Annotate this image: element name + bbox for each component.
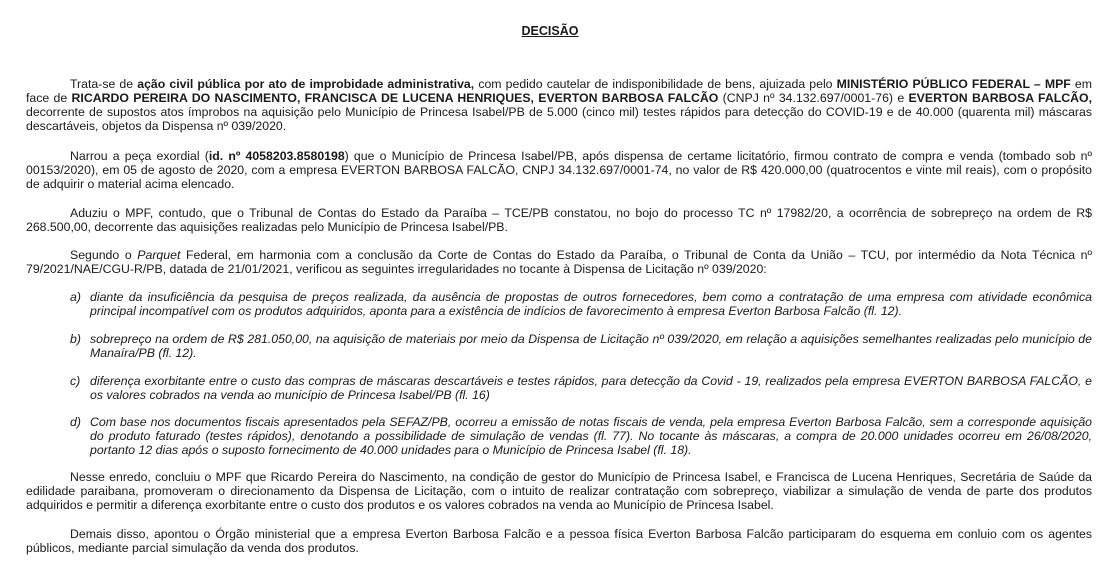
item-marker: a) bbox=[70, 290, 81, 304]
paragraph-tce-finding: Aduziu o MPF, contudo, que o Tribunal de Contas do Estado da Paraíba – TCE/PB constatou, no bojo do processo TC nº 17982/20, a ocorrência de sobrepreço na ordem de R$ 268.500,00, decorrente das aquisições realizadas pelo Município de Princesa Isabel/PB. bbox=[26, 206, 1092, 234]
paragraph-collusion: Demais disso, apontou o Órgão ministerial que a empresa Everton Barbosa Falcão e a pessoa física Everton Barbosa Falcão participaram do esquema em conluio com os agentes públicos, mediante parcial simulação da venda dos produtos. bbox=[26, 527, 1092, 555]
item-marker: b) bbox=[70, 332, 81, 346]
irregularity-item bbox=[70, 415, 1092, 457]
text-run: em face de bbox=[26, 77, 1092, 105]
text-run: Narrou a peça exordial ( bbox=[70, 149, 209, 163]
document-heading: DECISÃO bbox=[521, 24, 579, 38]
bold-run: ação civil pública por ato de improbidade administrativa, bbox=[137, 77, 475, 91]
paragraph-tcu-irregularities bbox=[26, 248, 1092, 276]
italic-run: Parquet bbox=[137, 248, 181, 262]
item-marker: c) bbox=[70, 374, 81, 388]
paragraph-initial-petition bbox=[26, 149, 1092, 191]
bold-run: id. nº 4058203.8580198 bbox=[208, 149, 345, 163]
bold-run: RICARDO PEREIRA DO NASCIMENTO, FRANCISCA DE LUCENA HENRIQUES, EVERTON BARBOSA FALCÃO bbox=[71, 91, 719, 105]
text-run: ) que o Município de Princesa Isabel/PB, após dispensa de certame licitatório, firmou contrato de compra e venda (tombado sob nº 00153/2020), em 05 de agosto de 2020, com a empresa EVERTON BARBOSA FALCÃO, CNPJ 34.132.697/0001-74, no valor de R$ 420.000,00 (quatrocentos e vinte mil reais), com o propósito de adquirir o material acima elencado. bbox=[26, 149, 1092, 191]
item-text: diante da insuficiência da pesquisa de preços realizada, da ausência de propostas de outros fornecedores, bem como a contratação de uma empresa com atividade econômica principal incompatível com os produtos adquiridos, aponta para a existência de indícios de favorecimento à empresa Everton Barbosa Falcão (fl. 12). bbox=[90, 290, 1092, 318]
text-run: com pedido cautelar de indisponibilidade de bens, ajuizada pelo bbox=[474, 77, 837, 91]
text-run: Federal, em harmonia com a conclusão da Corte de Contas do Estado da Paraíba, o Tribunal de Conta da União – TCU, por intermédio da Nota Técnica nº 79/2021/NAE/CGU-R/PB, datada de 21/01/2021, verificou as seguintes irregularidades no tocante à Dispensa de Licitação nº 039/2020: bbox=[26, 248, 1092, 276]
bold-run: EVERTON BARBOSA FALCÃO, bbox=[908, 91, 1092, 105]
irregularity-item bbox=[70, 290, 1092, 318]
text-run: Trata-se de bbox=[70, 77, 138, 91]
irregularity-item bbox=[70, 332, 1092, 360]
item-text: Com base nos documentos fiscais apresentados pela SEFAZ/PB, ocorreu a emissão de notas fiscais de venda, pela empresa Everton Barbosa Falcão, sem a corresponde aquisição do produto faturado (testes rápidos), denotando a possibilidade de simulação de vendas (fl. 77). No tocante às máscaras, a compra de 20.000 unidades ocorreu em 26/08/2020, portanto 12 dias após o suposto fornecimento de 40.000 unidades para o Município de Princesa Isabel (fl. 18). bbox=[90, 415, 1092, 457]
paragraph-action-summary bbox=[26, 77, 1092, 133]
text-run: decorrente de supostos atos ímprobos na aquisição pelo Município de Princesa Isabel/PB de 5.000 (cinco mil) testes rápidos para detecção do COVID-19 e de 40.000 (quarenta mil) máscaras descartáveis, objetos da Dispensa nº 039/2020. bbox=[26, 105, 1092, 133]
item-text: diferença exorbitante entre o custo das compras de máscaras descartáveis e testes rápidos, para detecção da Covid - 19, realizados pela empresa EVERTON BARBOSA FALCÃO, e os valores cobrados na venda ao município de Princesa Isabel/PB (fl. 16) bbox=[90, 374, 1092, 402]
item-text: sobrepreço na ordem de R$ 281.050,00, na aquisição de materiais por meio da Dispensa de Licitação nº 039/2020, em relação a aquisições semelhantes realizadas pelo município de Manaíra/PB (fl. 12). bbox=[90, 332, 1092, 360]
text-run: (CNPJ nº 34.132.697/0001-76) e bbox=[718, 91, 909, 105]
item-marker: d) bbox=[70, 415, 81, 429]
irregularity-item bbox=[70, 374, 1092, 402]
text-run: Segundo o bbox=[70, 248, 138, 262]
paragraph-mpf-conclusion: Nesse enredo, concluiu o MPF que Ricardo Pereira do Nascimento, na condição de gestor do Município de Princesa Isabel, e Francisca de Lucena Henriques, Secretária de Saúde da edilidade paraibana, promoveram o direcionamento da Dispensa de Licitação, com o intuito de realizar contratação com sobrepreço, viabilizar a simulação de venda de parte dos produtos adquiridos e permitir a diferença exorbitante entre o custo dos produtos e os valores cobrados na venda ao Município de Princesa Isabel. bbox=[26, 470, 1092, 512]
bold-run: MINISTÉRIO PÚBLICO FEDERAL – MPF bbox=[836, 77, 1071, 91]
